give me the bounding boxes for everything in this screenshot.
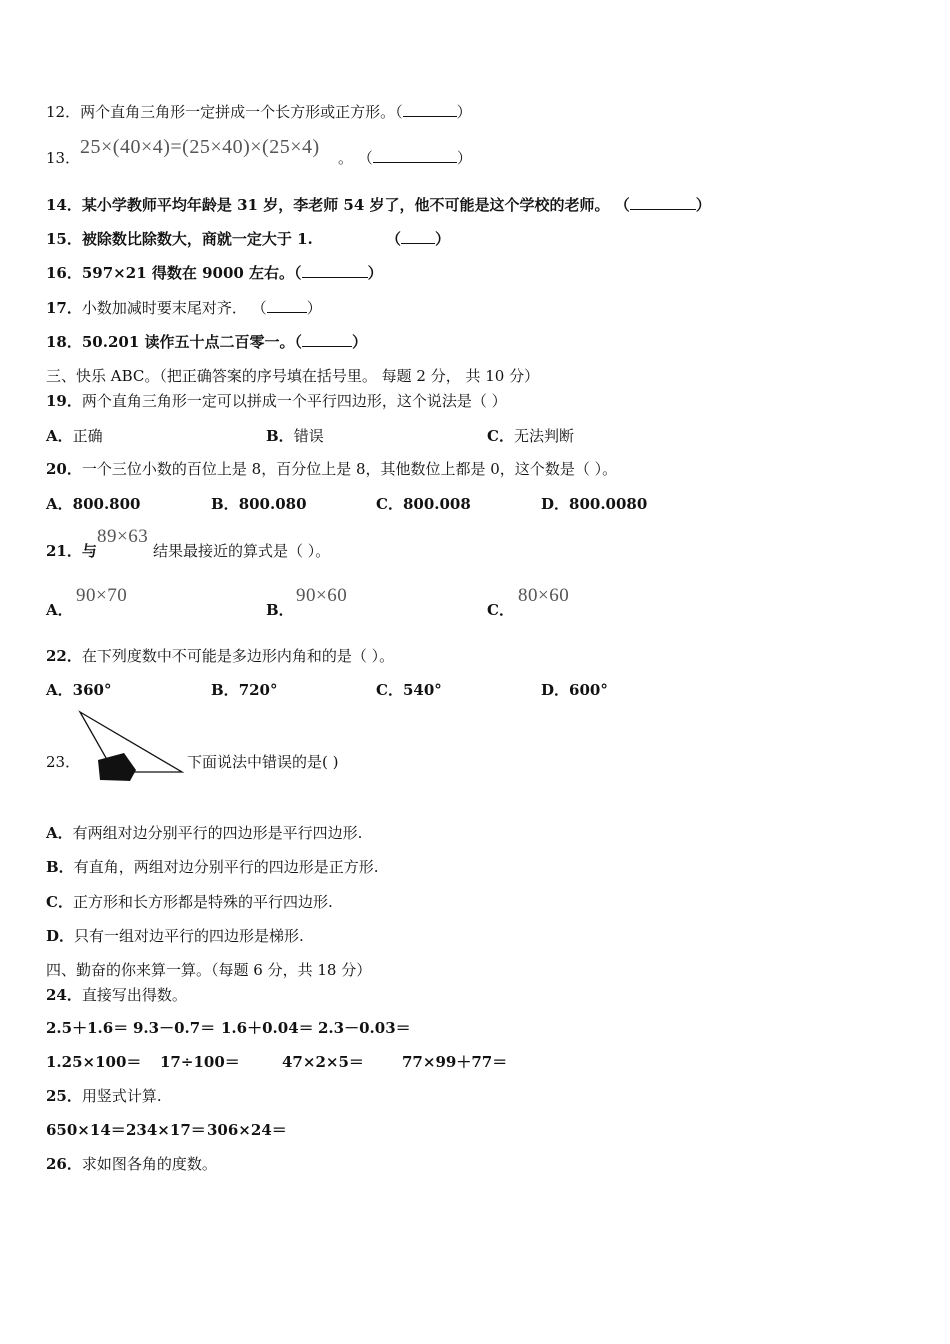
question-text: 597×21 得数在 9000 左右。 bbox=[81, 264, 295, 282]
answer-blank[interactable] bbox=[403, 102, 457, 117]
question-text: 用竖式计算. bbox=[81, 1087, 162, 1105]
calc-item: 650×14＝ bbox=[46, 1121, 126, 1139]
question-21-text: 结果最接近的算式是（ ）。 bbox=[153, 542, 331, 560]
option-a[interactable]: A．800.800 bbox=[46, 495, 141, 513]
question-13-answer: 。 （ ） bbox=[338, 149, 472, 167]
question-number: 24． bbox=[46, 986, 82, 1004]
question-25 bbox=[46, 1086, 162, 1106]
question-number: 22． bbox=[46, 647, 82, 665]
option-c[interactable]: C．无法判断 bbox=[487, 427, 574, 445]
question-number: 17． bbox=[46, 299, 82, 317]
calc-item: 77×99＋77＝ bbox=[402, 1053, 508, 1071]
question-number: 12． bbox=[46, 103, 81, 121]
question-number: 18． bbox=[46, 333, 82, 351]
calc-item: 1.25×100＝ bbox=[46, 1053, 142, 1071]
question-15 bbox=[46, 229, 313, 249]
option-c[interactable]: C．800.008 bbox=[376, 495, 471, 513]
triangle-figure bbox=[74, 708, 194, 788]
question-12: 12．两个直角三角形一定拼成一个长方形或正方形。（ ） bbox=[46, 103, 472, 121]
question-text: 50.201 读作五十点二百零一。 bbox=[81, 333, 295, 351]
option-a-formula: 90×70 bbox=[76, 585, 128, 606]
question-21-formula: 89×63 bbox=[97, 526, 149, 547]
question-17: 17．小数加减时要末尾对齐． （ ） bbox=[46, 299, 322, 317]
option-a[interactable]: A．正确 bbox=[46, 427, 103, 445]
section-3-heading: 三、快乐 ABC。（把正确答案的序号填在括号里。 每题 2 分， 共 10 分） bbox=[46, 367, 540, 385]
option-d[interactable]: D．只有一组对边平行的四边形是梯形. bbox=[46, 927, 304, 945]
option-b-formula: 90×60 bbox=[296, 585, 348, 606]
section-4-heading: 四、勤奋的你来算一算。（每题 6 分，共 18 分） bbox=[46, 961, 372, 979]
question-21 bbox=[46, 541, 97, 561]
calc-item: 306×24＝ bbox=[207, 1121, 287, 1139]
option-c[interactable]: C．正方形和长方形都是特殊的平行四边形. bbox=[46, 893, 333, 911]
question-22 bbox=[46, 646, 394, 666]
question-text: 某小学教师平均年龄是 31 岁，李老师 54 岁了，他不可能是这个学校的老师。 bbox=[81, 196, 610, 214]
question-text: 两个直角三角形一定可以拼成一个平行四边形，这个说法是（ ） bbox=[81, 392, 507, 410]
question-19 bbox=[46, 391, 507, 411]
question-16: 16．597×21 得数在 9000 左右。（ ） bbox=[46, 264, 383, 282]
question-text: 在下列度数中不可能是多边形内角和的是（ ）。 bbox=[81, 647, 395, 665]
answer-blank[interactable] bbox=[630, 195, 696, 210]
question-text: 求如图各角的度数。 bbox=[81, 1155, 217, 1173]
dark-quadrilateral bbox=[98, 753, 136, 781]
question-number: 13． bbox=[46, 149, 81, 167]
option-b[interactable]: B．720° bbox=[211, 681, 278, 699]
question-24 bbox=[46, 985, 187, 1005]
question-18: 18．50.201 读作五十点二百零一。（ ） bbox=[46, 333, 368, 351]
question-20 bbox=[46, 459, 617, 479]
calc-item: 2.3－0.03＝ bbox=[318, 1019, 411, 1037]
option-b[interactable]: B．800.080 bbox=[211, 495, 307, 513]
option-a[interactable]: A．360° bbox=[46, 681, 112, 699]
answer-blank[interactable] bbox=[302, 332, 352, 347]
question-14: 14．某小学教师平均年龄是 31 岁，李老师 54 岁了，他不可能是这个学校的老师。 （ ） bbox=[46, 196, 711, 214]
question-number: 15． bbox=[46, 230, 82, 248]
option-a[interactable]: A． bbox=[46, 601, 73, 619]
question-text: 直接写出得数。 bbox=[81, 986, 187, 1004]
calc-item: 9.3－0.7＝ bbox=[133, 1019, 216, 1037]
option-b[interactable]: B．错误 bbox=[266, 427, 324, 445]
option-c[interactable]: C． bbox=[487, 601, 514, 619]
question-text: 两个直角三角形一定拼成一个长方形或正方形。 bbox=[80, 103, 396, 121]
answer-blank[interactable] bbox=[373, 148, 457, 163]
option-a[interactable]: A．有两组对边分别平行的四边形是平行四边形. bbox=[46, 824, 363, 842]
option-b[interactable]: B．有直角，两组对边分别平行的四边形是正方形. bbox=[46, 858, 379, 876]
option-d[interactable]: D．800.0080 bbox=[541, 495, 648, 513]
calc-item: 47×2×5＝ bbox=[282, 1053, 364, 1071]
question-text: 小数加减时要末尾对齐． bbox=[81, 299, 247, 317]
calc-item: 17÷100＝ bbox=[160, 1053, 240, 1071]
calc-item: 1.6＋0.04＝ bbox=[221, 1019, 314, 1037]
question-number: 19． bbox=[46, 392, 82, 410]
question-23-text: 下面说法中错误的是( ) bbox=[187, 753, 339, 771]
question-13-formula: 25×(40×4)=(25×40)×(25×4) bbox=[80, 136, 320, 158]
question-number: 21．与 bbox=[46, 542, 97, 560]
question-text: 被除数比除数大，商就一定大于 1. bbox=[81, 230, 313, 248]
question-13 bbox=[46, 148, 80, 168]
option-c-formula: 80×60 bbox=[518, 585, 570, 606]
calc-item: 2.5＋1.6＝ bbox=[46, 1019, 129, 1037]
question-number: 14． bbox=[46, 196, 82, 214]
question-26 bbox=[46, 1154, 217, 1174]
answer-blank[interactable] bbox=[302, 263, 368, 278]
question-number: 16． bbox=[46, 264, 82, 282]
question-number: 26． bbox=[46, 1155, 82, 1173]
question-15-answer: （ ） bbox=[386, 230, 451, 248]
question-text: 一个三位小数的百位上是 8，百分位上是 8，其他数位上都是 0，这个数是（ ）。 bbox=[81, 460, 618, 478]
question-number: 25． bbox=[46, 1087, 82, 1105]
question-number: 20． bbox=[46, 460, 82, 478]
calc-item: 234×17＝ bbox=[126, 1121, 206, 1139]
option-b[interactable]: B． bbox=[266, 601, 294, 619]
option-d[interactable]: D．600° bbox=[541, 681, 608, 699]
question-23-number: 23． bbox=[46, 753, 81, 771]
answer-blank[interactable] bbox=[267, 298, 307, 313]
answer-blank[interactable] bbox=[401, 229, 435, 244]
option-c[interactable]: C．540° bbox=[376, 681, 442, 699]
